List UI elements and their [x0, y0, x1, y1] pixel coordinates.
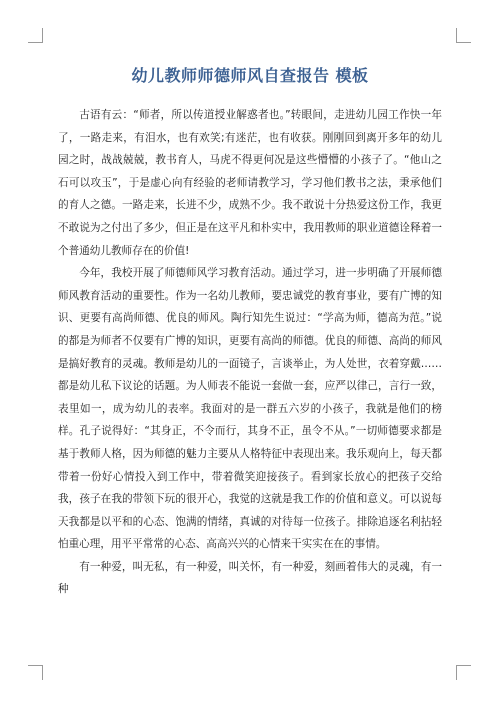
crop-mark-bottom-left — [28, 665, 43, 680]
crop-mark-top-right — [456, 28, 471, 43]
crop-mark-top-left — [28, 28, 43, 43]
document-title: 幼儿教师师德师风自查报告 模板 — [131, 66, 369, 85]
paragraph-2: 今年，我校开展了师德师风学习教育活动。通过学习，进一步明确了开展师德师风教育活动的重要性。作为一名幼儿教师，要忠诚党的教育事业，要有广博的知识、更要有高尚师德、优良的师风。陶行知先生说过：“学高为师，德高为范。”说的都是为师者不仅要有广博的知识，更要有高尚的师德。优良的师德、高尚的师风是搞好教育的灵魂。教师是幼儿的一面镜子，言谈举止，为人处世，衣着穿戴……都是幼儿私下议论的话题。为人师表不能说一套做一套，应严以律己，言行一致，表里如一，成为幼儿的表率。我面对的是一群五六岁的小孩子，我就是他们的榜样。孔子说得好：“其身正，不令而行，其身不正，虽令不从。”一切师德要求都是基于教师人格，因为师德的魅力主要从人格特征中表现出来。我乐观向上，每天都带着一份好心情投入到工作中，带着微笑迎接孩子。看到家长放心的把孩子交给我，孩子在我的带领下玩的很开心，我觉的这就是我工作的价值和意义。可以说每天我都是以平和的心态、饱满的情绪，真诚的对待每一位孩子。排除追逐名利拈轻怕重心理，用平平常常的心态、高高兴兴的心情来干实实在在的事情。 — [58, 267, 442, 551]
document-body — [58, 104, 442, 601]
paragraph-3: 有一种爱，叫无私，有一种爱，叫关怀，有一种爱，刻画着伟大的灵魂，有一种 — [58, 560, 442, 596]
paragraph-1: 古语有云：“师者，所以传道授业解惑者也。”转眼间，走进幼儿园工作快一年了，一路走来，有泪水，也有欢笑;有迷茫，也有收获。刚刚回到离开多年的幼儿园之时，战战兢兢，教书育人，马虎不得更何况是这些懵懵的小孩子了。“他山之石可以攻玉”，于是虚心向有经验的老师请教学习，学习他们教书之法，秉承他们的育人之德。一路走来，长进不少，成熟不少。我不敢说十分热爱这份工作，我更不敢说为之付出了多少，但正是在这平凡和朴实中，我用教师的职业道德诠释着一个普通幼儿教师存在的价值! — [58, 109, 442, 257]
crop-mark-bottom-right — [456, 665, 471, 680]
